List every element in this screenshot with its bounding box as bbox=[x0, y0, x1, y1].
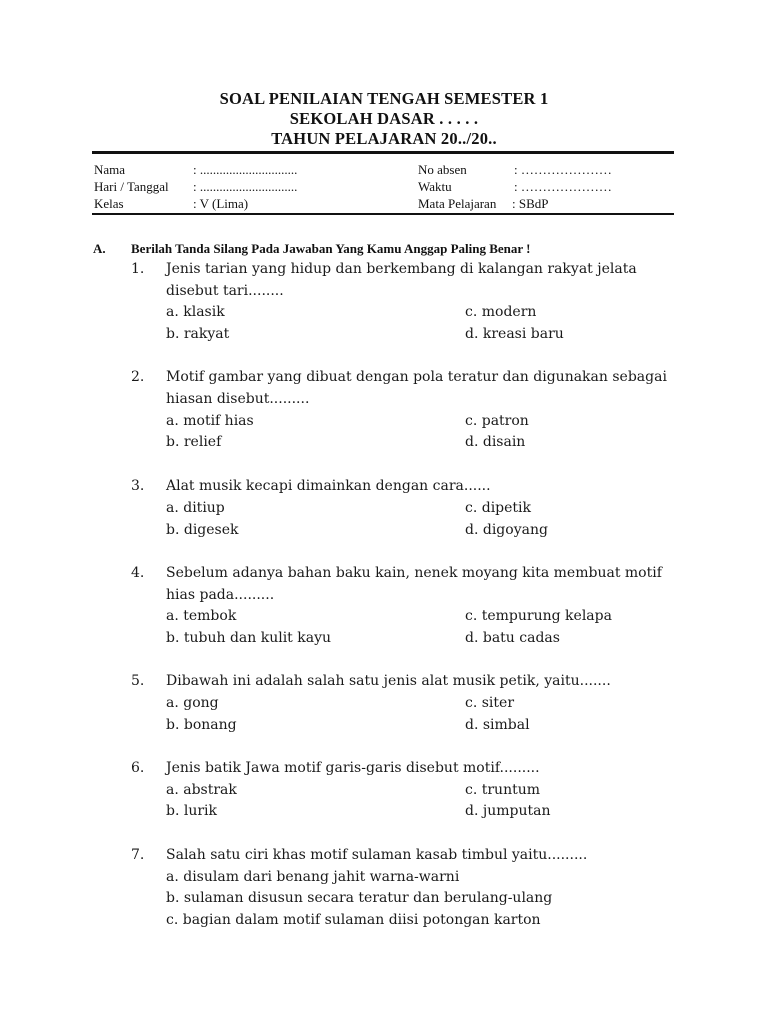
question-text: Dibawah ini adalah salah satu jenis alat musik petik, yaitu....... bbox=[166, 673, 611, 689]
no-absen-field: : ………………… bbox=[514, 162, 612, 177]
answer-option-b: b. sulaman disusun secara teratur dan berulang-ulang bbox=[166, 890, 553, 906]
question-text: Jenis batik Jawa motif garis-garis disebut motif......... bbox=[166, 760, 540, 776]
answer-option-a: a. abstrak bbox=[166, 782, 237, 798]
question-number: 7. bbox=[131, 847, 145, 863]
question-number: 2. bbox=[131, 369, 145, 385]
waktu-field: : ………………… bbox=[514, 179, 612, 194]
hari-tanggal-label: Hari / Tanggal bbox=[94, 179, 169, 194]
question-number: 4. bbox=[131, 565, 145, 581]
answer-option-c: c. dipetik bbox=[465, 500, 532, 516]
nama-label: Nama bbox=[94, 162, 126, 177]
answer-option-a: a. gong bbox=[166, 695, 219, 711]
answer-option-c: c. patron bbox=[465, 413, 529, 429]
question-text: Motif gambar yang dibuat dengan pola teratur dan digunakan sebagai bbox=[166, 369, 667, 385]
answer-option-b: b. relief bbox=[166, 434, 222, 450]
answer-option-c: c. modern bbox=[465, 304, 537, 320]
kelas-field: : V (Lima) bbox=[193, 196, 249, 211]
answer-option-a: a. ditiup bbox=[166, 500, 225, 516]
question-number: 6. bbox=[131, 760, 145, 776]
question-text: Alat musik kecapi dimainkan dengan cara...... bbox=[166, 478, 491, 494]
question-text: hiasan disebut......... bbox=[166, 391, 310, 407]
question-number: 1. bbox=[131, 261, 145, 277]
no-absen-label: No absen bbox=[418, 162, 467, 177]
hari-tanggal-field: : .............................. bbox=[193, 179, 298, 194]
kelas-label: Kelas bbox=[94, 196, 124, 211]
mata-pelajaran-field: : SBdP bbox=[512, 196, 549, 211]
answer-option-d: d. simbal bbox=[465, 717, 530, 733]
answer-option-a: a. disulam dari benang jahit warna-warni bbox=[166, 869, 460, 885]
answer-option-c: c. truntum bbox=[465, 782, 541, 798]
answer-option-d: d. digoyang bbox=[465, 522, 548, 538]
answer-option-b: b. digesek bbox=[166, 522, 239, 538]
answer-option-b: b. tubuh dan kulit kayu bbox=[166, 630, 332, 646]
answer-option-d: d. batu cadas bbox=[465, 630, 560, 646]
school-name: SEKOLAH DASAR . . . . . bbox=[289, 109, 479, 128]
answer-option-b: b. rakyat bbox=[166, 326, 230, 342]
answer-option-b: b. lurik bbox=[166, 803, 218, 819]
answer-option-d: d. disain bbox=[465, 434, 526, 450]
nama-field: : .............................. bbox=[193, 162, 298, 177]
answer-option-c: c. bagian dalam motif sulaman diisi potongan karton bbox=[166, 912, 541, 928]
exam-title: SOAL PENILAIAN TENGAH SEMESTER 1 bbox=[219, 89, 549, 108]
question-text: Salah satu ciri khas motif sulaman kasab timbul yaitu......... bbox=[166, 847, 588, 863]
section-instruction: Berilah Tanda Silang Pada Jawaban Yang Kamu Anggap Paling Benar ! bbox=[131, 241, 531, 256]
header-divider-top bbox=[92, 151, 674, 154]
mata-pelajaran-label: Mata Pelajaran bbox=[418, 196, 497, 211]
question-text: hias pada......... bbox=[166, 587, 275, 603]
answer-option-a: a. motif hias bbox=[166, 413, 254, 429]
section-letter: A. bbox=[93, 241, 106, 256]
waktu-label: Waktu bbox=[418, 179, 452, 194]
answer-option-c: c. tempurung kelapa bbox=[465, 608, 612, 624]
answer-option-d: d. jumputan bbox=[465, 803, 551, 819]
answer-option-c: c. siter bbox=[465, 695, 515, 711]
question-text: Jenis tarian yang hidup dan berkembang di kalangan rakyat jelata bbox=[166, 261, 637, 277]
answer-option-d: d. kreasi baru bbox=[465, 326, 564, 342]
answer-option-a: a. tembok bbox=[166, 608, 237, 624]
answer-option-a: a. klasik bbox=[166, 304, 225, 320]
question-text: disebut tari........ bbox=[166, 283, 284, 299]
answer-option-b: b. bonang bbox=[166, 717, 237, 733]
question-text: Sebelum adanya bahan baku kain, nenek moyang kita membuat motif bbox=[166, 565, 662, 581]
question-number: 5. bbox=[131, 673, 145, 689]
academic-year: TAHUN PELAJARAN 20../20.. bbox=[271, 129, 497, 148]
question-number: 3. bbox=[131, 478, 145, 494]
header-divider-bottom bbox=[92, 213, 674, 215]
